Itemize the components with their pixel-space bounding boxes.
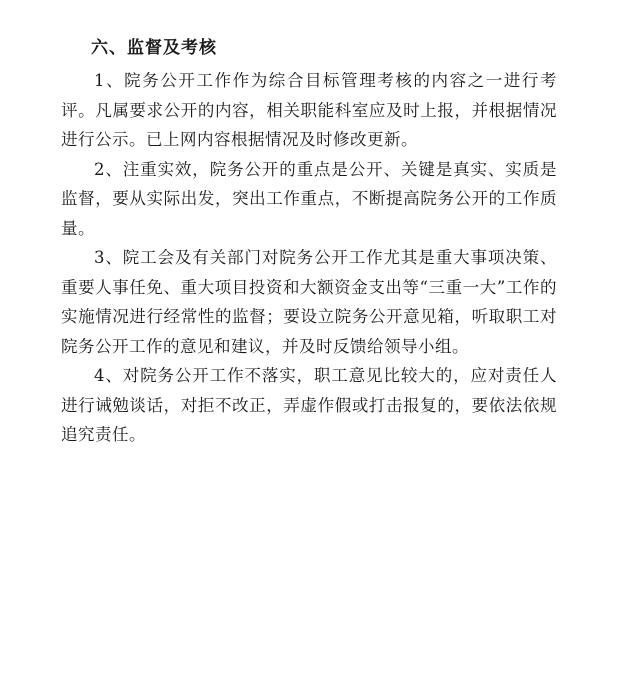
- paragraph-2: 2、注重实效，院务公开的重点是公开、关键是真实、实质是监督，要从实际出发，突出工作重点，不断提高院务公开的工作质量。: [61, 159, 557, 238]
- section-heading: 六、监督及考核: [91, 38, 217, 58]
- section-body: [61, 66, 557, 450]
- paragraph-1: 1、院务公开工作作为综合目标管理考核的内容之一进行考评。凡属要求公开的内容，相关职能科室应及时上报，并根据情况进行公示。已上网内容根据情况及时修改更新。: [61, 71, 557, 149]
- paragraph-4: 4、对院务公开工作不落实，职工意见比较大的，应对责任人进行诫勉谈话，对拒不改正，弄虚作假或打击报复的，要依法依规追究责任。: [61, 366, 557, 444]
- paragraph-3: 3、院工会及有关部门对院务公开工作尤其是重大事项决策、重要人事任免、重大项目投资和大额资金支出等“三重一大”工作的实施情况进行经常性的监督；要设立院务公开意见箱，听取职工对院务公开工作的意见和建议，并及时反馈给领导小组。: [61, 248, 557, 356]
